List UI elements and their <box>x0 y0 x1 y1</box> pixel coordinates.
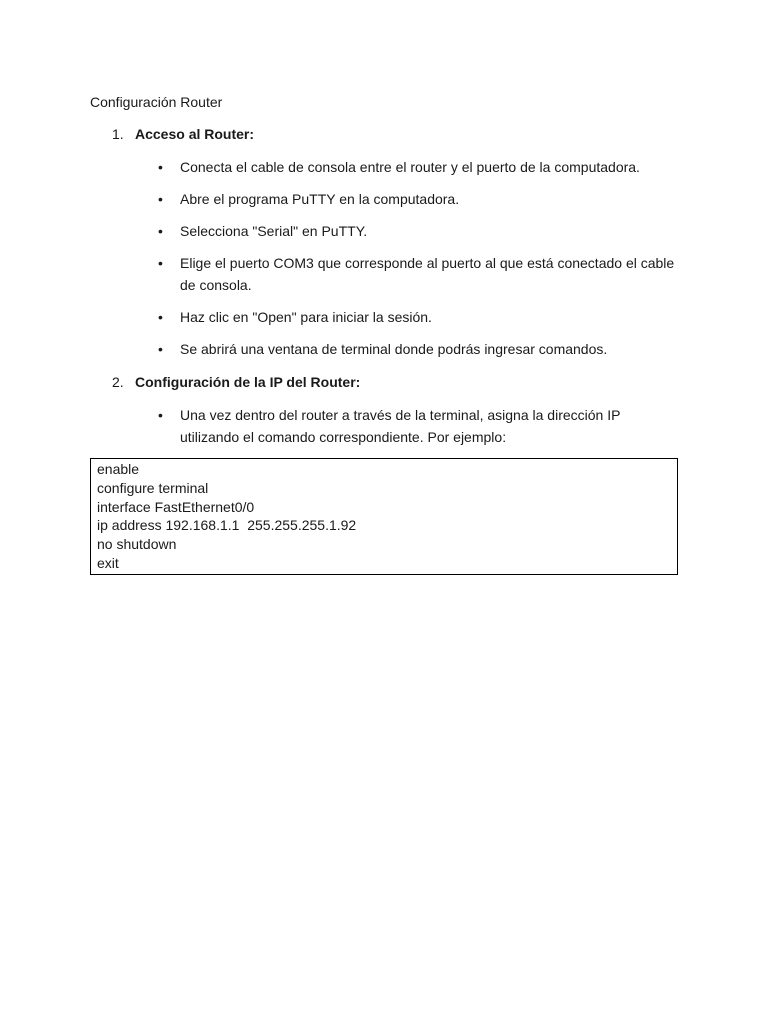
list-item-text: Una vez dentro del router a través de la terminal, asigna la dirección IP utilizando el comando correspondiente. Por ejemplo: <box>180 407 621 445</box>
code-line: configure terminal <box>97 479 209 496</box>
list-item-text: Elige el puerto COM3 que corresponde al puerto al que está conectado el cable de consola. <box>180 255 675 293</box>
bullet-icon: • <box>158 159 163 175</box>
list-item-text: Se abrirá una ventana de terminal donde podrás ingresar comandos. <box>180 341 608 357</box>
list-item-text: Selecciona "Serial" en PuTTY. <box>180 223 368 239</box>
section-number: 1. <box>112 126 124 142</box>
code-line: enable <box>97 461 140 477</box>
list-item <box>90 338 680 360</box>
bullet-icon: • <box>158 255 163 271</box>
list-item <box>90 188 680 210</box>
code-line: no shutdown <box>97 536 177 553</box>
list-item-text: Haz clic en "Open" para iniciar la sesión. <box>180 309 432 325</box>
code-block <box>90 458 678 575</box>
section-heading: Acceso al Router: <box>135 126 255 142</box>
section-number: 2. <box>112 374 124 390</box>
bullet-icon: • <box>158 223 163 239</box>
bullet-icon: • <box>158 309 163 325</box>
section-heading: Configuración de la IP del Router: <box>135 374 361 390</box>
section-acceso-router <box>90 124 680 360</box>
list-item <box>90 220 680 242</box>
bullet-icon: • <box>158 191 163 207</box>
document-title: Configuración Router <box>90 94 223 110</box>
code-line: ip address 192.168.1.1 255.255.255.1.92 <box>97 517 357 534</box>
list-item <box>90 306 680 328</box>
code-line: interface FastEthernet0/0 <box>97 498 255 515</box>
bullet-icon: • <box>158 407 163 423</box>
bullet-list <box>90 156 680 360</box>
bullet-list <box>90 404 680 448</box>
list-item-text: Conecta el cable de consola entre el router y el puerto de la computadora. <box>180 159 640 175</box>
list-item-text: Abre el programa PuTTY en la computadora. <box>180 191 460 207</box>
bullet-icon: • <box>158 341 163 357</box>
code-line: exit <box>97 554 119 571</box>
list-item <box>90 156 680 178</box>
section-configuracion-ip <box>90 372 680 448</box>
document-page <box>90 92 680 575</box>
list-item <box>90 252 680 296</box>
list-item <box>90 404 680 448</box>
